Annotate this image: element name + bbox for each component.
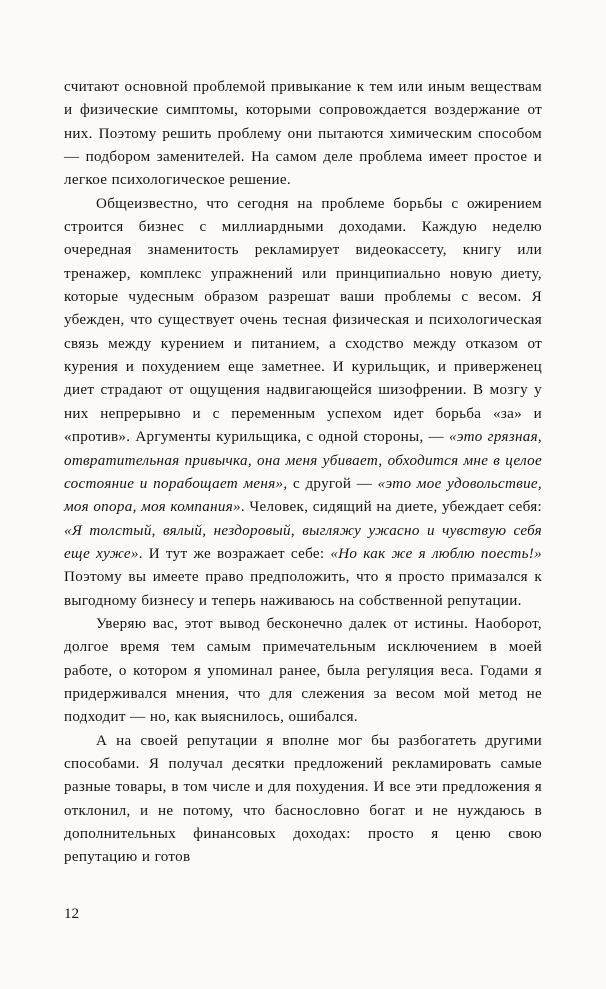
text-run: . И тут же возражает себе: — [138, 545, 331, 562]
text-run: А на своей репутации я вполне мог бы разбогатеть другими способами. Я получал десятки предложений рекламировать самые разные товары, в том числе и для похудения. И все эти предложения я отклонил, и не потому, что баснословно богат и не нуждаюсь в дополнительных финансовых доходах: просто я ценю свою репутацию и готов — [64, 732, 542, 866]
italic-run: «это грязная, отвратительная привычка, она меня убивает, обходится мне в целое состояние и порабощает меня» — [64, 429, 543, 492]
italic-run: «это мое удовольствие, моя опора, моя компания» — [64, 475, 542, 516]
paragraph — [64, 76, 542, 193]
text-run: Уверяю вас, этот вывод бесконечно далек от истины. Наоборот, долгое время тем самым примечательным исключением в моей работе, о котором я упоминал ранее, была регуляция веса. Годами я придерживался мнения, что для слежения за весом мой метод не подходит — но, как выяснилось, ошибался. — [64, 615, 542, 726]
page-text-body — [64, 76, 542, 870]
italic-run: «Но как же я люблю поесть!» — [330, 545, 542, 562]
paragraph — [64, 730, 542, 870]
text-run: . Человек, сидящий на диете, убеждает себя: — [240, 499, 542, 516]
text-run: Поэтому вы имеете право предположить, что я просто примазался к выгодному бизнесу и теперь наживаюсь на собственной репутации. — [64, 569, 542, 609]
paragraph — [64, 193, 542, 613]
paragraph — [64, 613, 542, 730]
text-run: , с другой — — [283, 475, 378, 492]
italic-run: «Я толстый, вялый, нездоровый, выгляжу ужасно и чувствую себя еще хуже» — [64, 522, 542, 562]
text-run: Общеизвестно, что сегодня на проблеме борьбы с ожирением строится бизнес с миллиардными доходами. Каждую неделю очередная знаменитость рекламирует видеокассету, книгу или тренажер, комплекс упражнений или принципиально новую диету, которые чудесным образом разрешат ваши проблемы с весом. Я убежден, что существует очень тесная физическая и психологическая связь между курением и питанием, а сходство между отказом от курения и похудением еще заметнее. И курильщик, и приверженец диет страдают от ощущения надвигающейся шизофрении. В мозгу у них непрерывно и с переменным успехом идет борьба «за» и «против». Аргументы курильщика, с одной стороны, — — [64, 195, 542, 446]
page-number: 12 — [64, 906, 80, 922]
text-run: считают основной проблемой привыкание к тем или иным веществам и физические симптомы, которыми сопровождается воздержание от них. Поэтому решить проблему они пытаются химическим способом — подбором заменителей. На самом деле проблема имеет простое и легкое психологическое решение. — [64, 79, 542, 189]
